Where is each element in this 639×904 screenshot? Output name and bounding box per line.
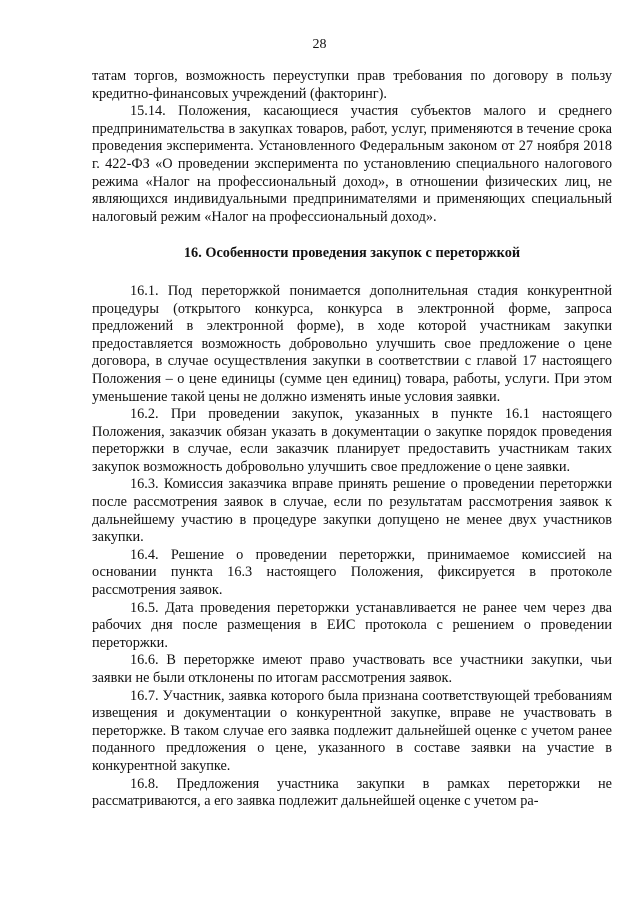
paragraph-continuation: татам торгов, возможность переуступки прав требования по договору в пользу кредитно-финансовых учреждений (факторинг). (92, 68, 612, 102)
paragraph-16-1: 16.1. Под переторжкой понимается дополнительная стадия конкурентной процедуры (открытого конкурса, конкурса в электронной форме, запроса предложений в электронной форме), в ходе которой участникам закупки предоставляется возможность добровольно улучшить свое предложение о цене договора, в случае осуществления закупки в соответствии с главой 17 настоящего Положения – о цене единицы (сумме цен единиц) товара, работы, услуги. При этом уменьшение такой цены не должно изменять иные условия заявки. (92, 282, 612, 405)
paragraph-16-7: 16.7. Участник, заявка которого была признана соответствующей требованиям извещения и документации о конкурентной закупке, вправе не участвовать в переторжке. В таком случае его заявка подлежит дальнейшей оценке с учетом ранее поданного предложения о цене, указанного в составе заявки на участие в конкурентной закупке. (92, 687, 612, 774)
section-heading: 16. Особенности проведения закупок с переторжкой (183, 245, 521, 262)
paragraph-16-5: 16.5. Дата проведения переторжки устанавливается не ранее чем через два рабочих дня после размещения в ЕИС протокола с решением о проведении переторжки. (92, 599, 612, 651)
paragraph-16-2: 16.2. При проведении закупок, указанных в пункте 16.1 настоящего Положения, заказчик обязан указать в документации о закупке порядок проведения переторжки в случае, если заказчик планирует предоставить участникам таких закупок возможность добровольно улучшить свое предложение о цене заявки. (92, 406, 612, 475)
paragraph-16-4: 16.4. Решение о проведении переторжки, принимаемое комиссией на основании пункта 16.3 настоящего Положения, фиксируется в протоколе рассмотрения заявок. (92, 546, 612, 599)
document-body (92, 68, 612, 811)
paragraph-16-6: 16.6. В переторжке имеют право участвовать все участники закупки, чьи заявки не были отклонены по итогам рассмотрения заявок. (92, 652, 612, 686)
paragraph-16-3: 16.3. Комиссия заказчика вправе принять решение о проведении переторжки после рассмотрения заявок в случае, если по результатам рассмотрения заявок к дальнейшему участию в процедуре закупки допущено не менее двух участников закупки. (92, 476, 612, 546)
paragraph-15-14: 15.14. Положения, касающиеся участия субъектов малого и среднего предпринимательства в закупках товаров, работ, услуг, применяются в течение срока проведения эксперимента. Установленного Федеральным законом от 27 ноября 2018 г. 422-ФЗ «О проведении эксперимента по установлению специального налогового режима «Налог на профессиональный доход», в отношении физических лиц, не являющихся индивидуальными предпринимателями и применяющих специальный налоговый режим «Налог на профессиональный доход». (92, 103, 612, 225)
page-number: 28 (312, 37, 327, 52)
paragraph-16-8: 16.8. Предложения участника закупки в рамках переторжки не рассматриваются, а его заявка подлежит дальнейшей оценке с учетом ра- (92, 775, 612, 810)
